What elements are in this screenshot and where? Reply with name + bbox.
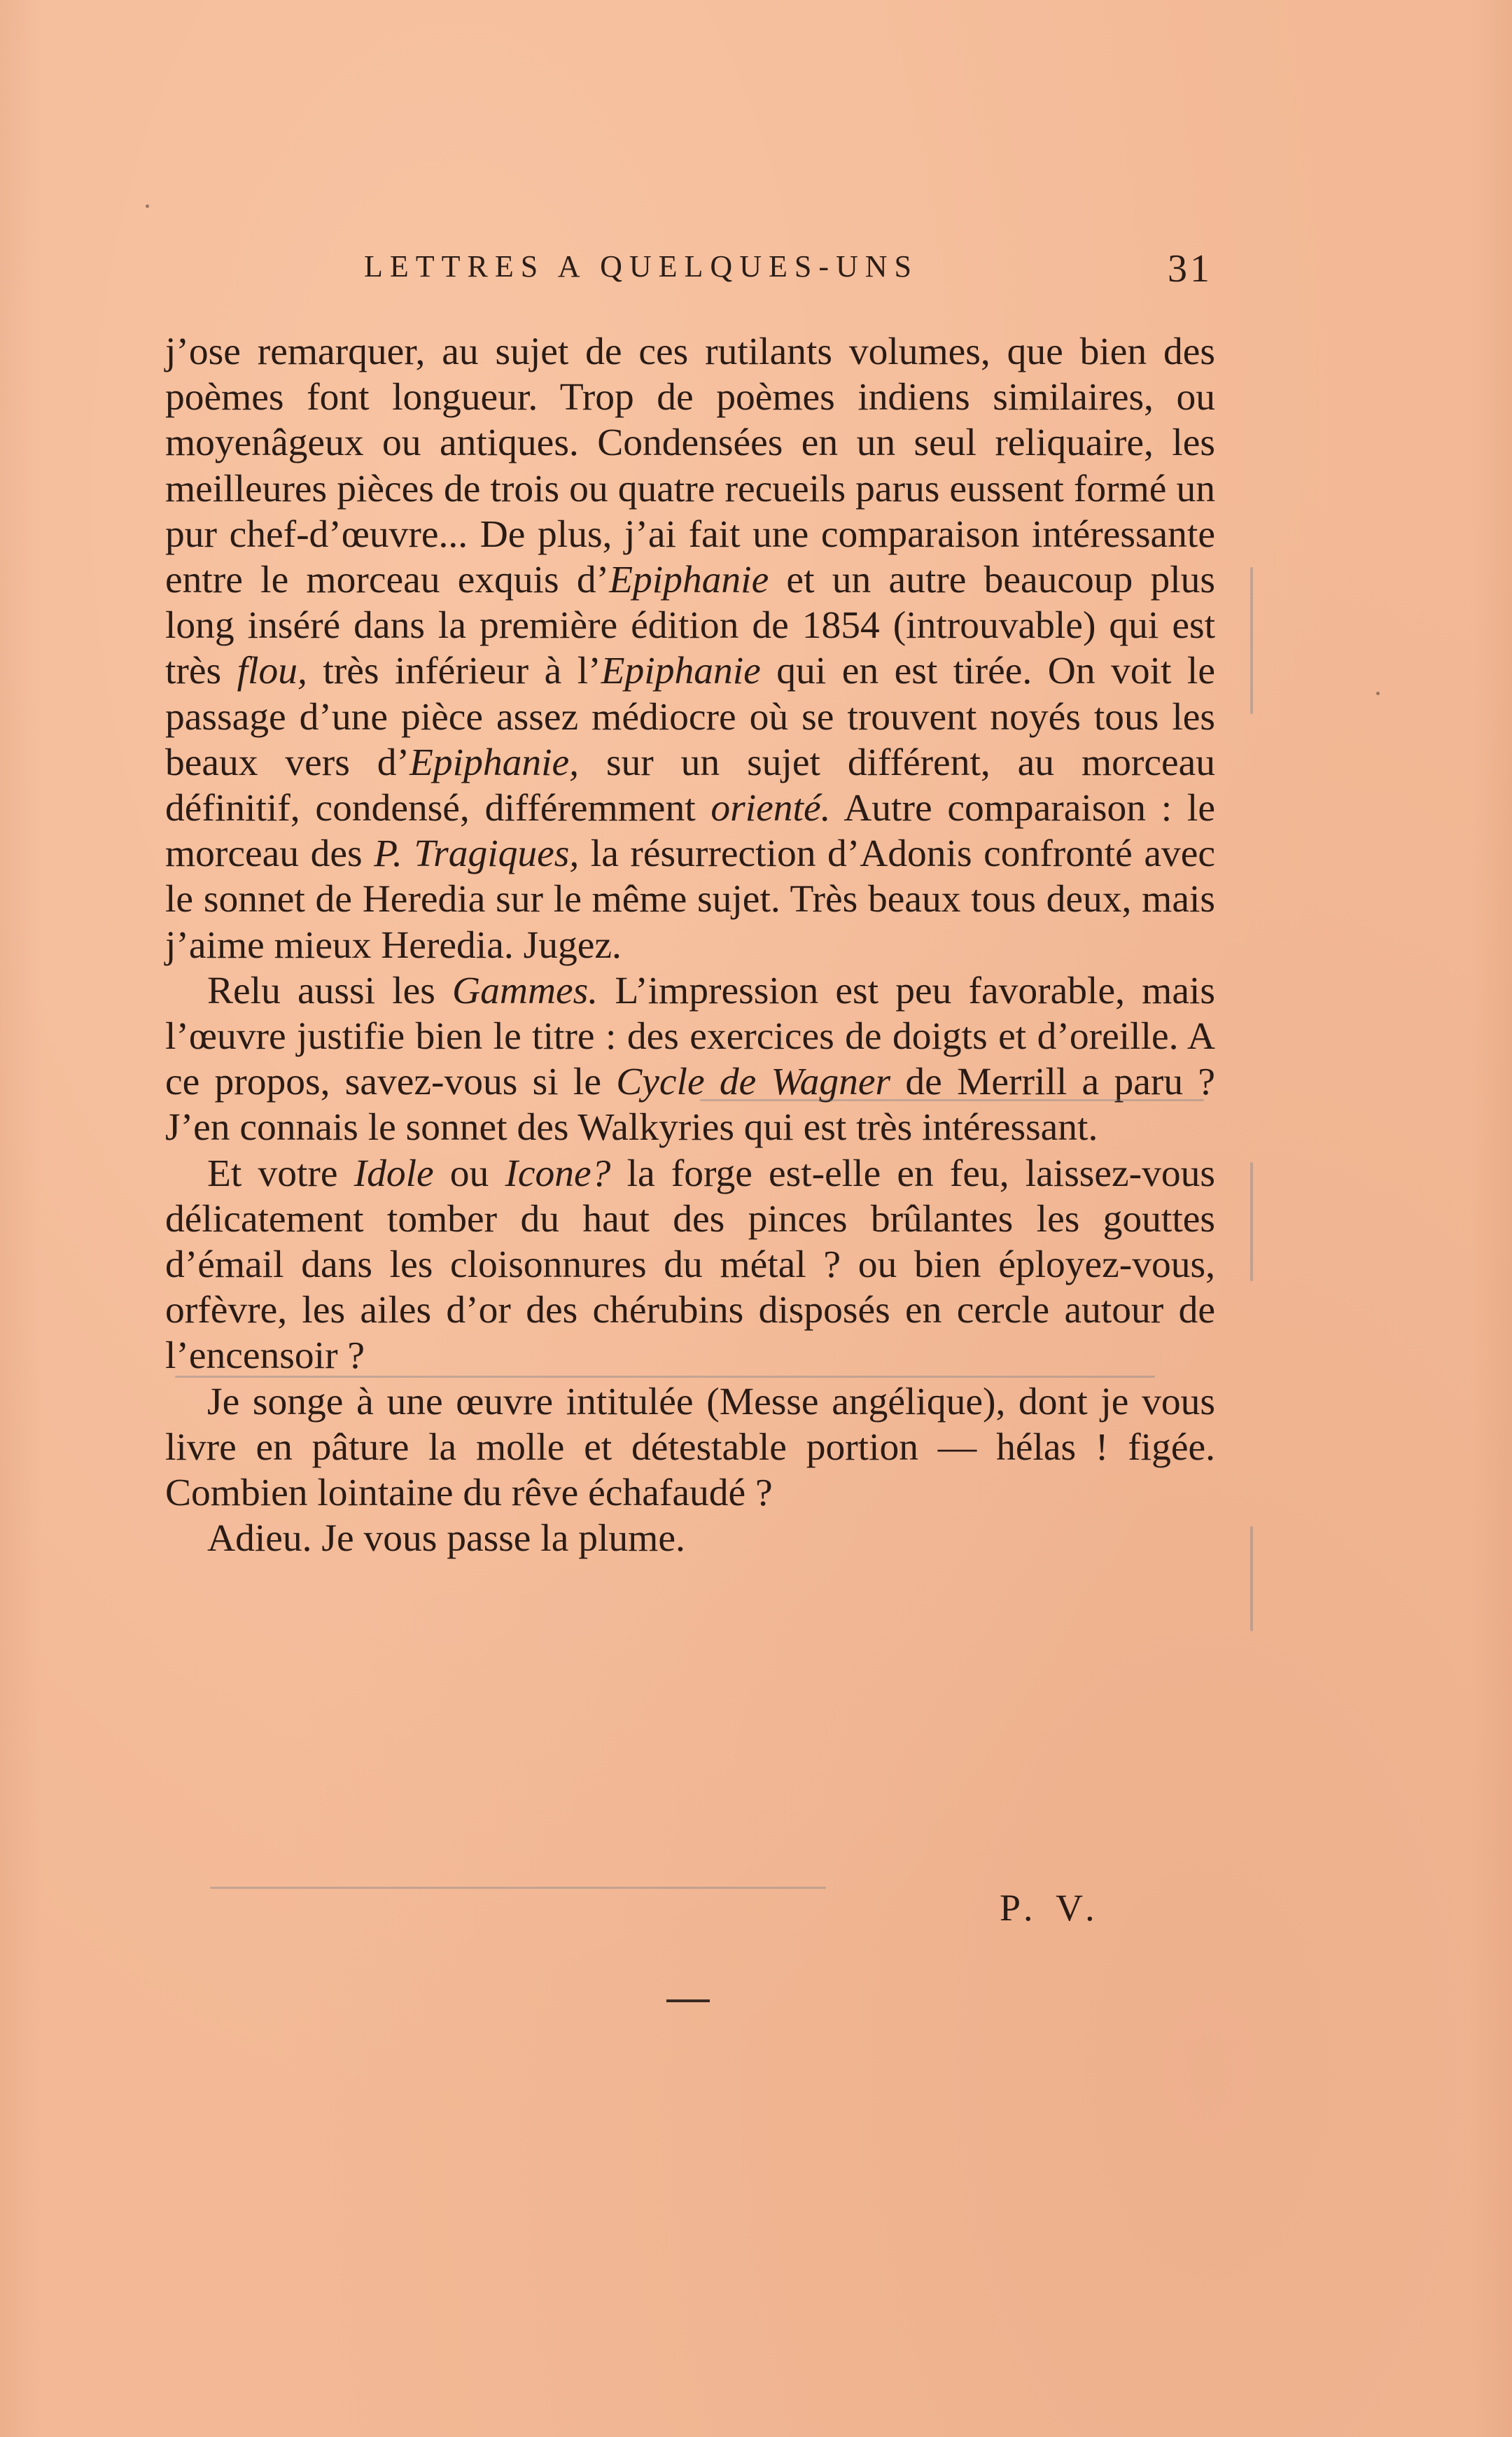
italic-word: orienté.: [710, 787, 831, 830]
text-run: L’impression est peu favorable, mais l’œuvre justifie bien le titre : des exercices de doigts et d’oreille. A ce propos, savez-vous si le: [165, 969, 1215, 1104]
running-title: LETTRES A QUELQUES-UNS: [364, 249, 918, 284]
paragraph-5: Adieu. Je vous passe la plume.: [207, 1517, 685, 1560]
text-run: qui en est tirée. On voit le passage d’une pièce assez médiocre où se trouvent noyés tous les beaux vers d’: [165, 650, 1215, 784]
text-run: ou: [433, 1152, 505, 1195]
italic-title: P. Tragiques,: [374, 832, 580, 876]
italic-title: Epiphanie: [601, 650, 761, 693]
text-run: Relu aussi les: [207, 969, 453, 1012]
text-run: Autre comparaison : le morceau des: [165, 787, 1215, 876]
paragraph-1: [165, 329, 1215, 968]
paragraph-4: Je songe à une œuvre intitulée (Messe angélique), dont je vous livre en pâture la molle et détestable portion — hélas ! figée. Combien lointaine du rêve échafaudé ?: [165, 1380, 1215, 1515]
paper-speck: [146, 204, 149, 208]
italic-title: Icone?: [505, 1152, 611, 1195]
pencil-margin-line: [1250, 1162, 1253, 1281]
pencil-underline: [175, 1376, 1155, 1378]
paragraph-3: [165, 1151, 1215, 1379]
text-run: sur un sujet différent, au morceau définitif, condensé, différemment: [165, 741, 1215, 830]
pencil-underline: [700, 1099, 1204, 1101]
pencil-margin-line: [1250, 567, 1253, 714]
text-run: Et votre: [207, 1152, 354, 1195]
italic-title: Epiphanie,: [410, 741, 580, 784]
text-run: la forge est-elle en feu, laissez-vous délicatement tomber du haut des pinces brûlantes les gouttes d’émail dans les cloisonnures du métal ? ou bien éployez-vous, orfèvre, les ailes d’or des chérubins disposés en cercle autour de l’encensoir ?: [165, 1152, 1216, 1378]
italic-title: Idole: [354, 1152, 434, 1195]
text-run: la résurrection d’Adonis confronté avec le sonnet de Heredia sur le même sujet. Très beaux tous deux, mais j’aime mieux Heredia. Jugez.: [165, 832, 1215, 967]
page-number: 31: [1168, 247, 1212, 291]
signature: P. V.: [1000, 1887, 1102, 1929]
italic-title: Gammes.: [452, 969, 598, 1012]
text-run: très inférieur à l’: [307, 650, 601, 693]
italic-title: Epiphanie: [609, 559, 769, 602]
pencil-margin-line: [1250, 1526, 1253, 1631]
end-rule: [666, 1999, 710, 2002]
paragraph-2: [165, 968, 1215, 1151]
text-run: j’ose remarquer, au sujet de ces rutilants volumes, que bien des poèmes font longueur. Trop de poèmes indiens similaires, ou moyenâgeux ou antiques. Condensées en un seul reliquaire, les meilleures pièces de trois ou quatre recueils parus eussent formé un pur chef-d’œuvre... De plus, j’ai fait une comparaison intéressante entre le morceau exquis d’: [165, 330, 1215, 602]
paper-speck: [1376, 692, 1380, 695]
pencil-underline: [210, 1887, 826, 1889]
italic-word: flou,: [237, 650, 307, 693]
italic-title: Cycle de Wagner: [616, 1061, 891, 1104]
text-run: et un autre beaucoup plus long inséré dans la première édition de 1854 (introuvable) qui est très: [165, 559, 1215, 693]
text-run: de Merrill a paru ? J’en connais le sonnet des Walkyries qui est très intéressant.: [165, 1061, 1215, 1150]
